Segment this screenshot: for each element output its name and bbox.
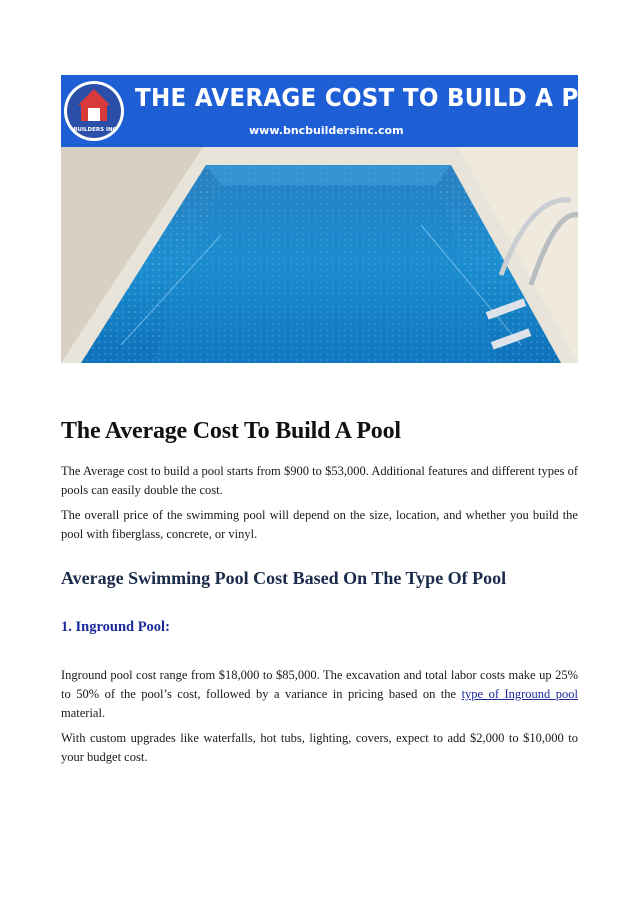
logo-text: BUILDERS INC (73, 127, 117, 133)
inground-paragraph-1 (61, 666, 578, 723)
section-heading: Average Swimming Pool Cost Based On The Type Of Pool (61, 568, 507, 588)
inground-pool-type-link[interactable]: type of Inground pool (461, 687, 579, 701)
inground-paragraph-2: With custom upgrades like waterfalls, hot tubs, lighting, covers, expect to add $2,000 to $10,000 to your budget cost. (61, 731, 578, 764)
inground-text-before: Inground pool cost range from $18,000 to $85,000. The excavation and total labor costs make up 25% to 50% of the pool’s cost, followed by a variance in pricing based on the (61, 668, 578, 701)
hero-image (61, 75, 634, 363)
intro-paragraph-1: The Average cost to build a pool starts from $900 to $53,000. Additional features and different types of pools can easily double the cost. (61, 464, 578, 497)
article-content (61, 418, 578, 767)
pool-photo (61, 75, 634, 363)
sub-heading: 1. Inground Pool: (61, 619, 170, 635)
intro-paragraph-2: The overall price of the swimming pool will depend on the size, location, and whether you build the pool with fiberglass, concrete, or vinyl. (61, 508, 578, 541)
inground-text-after: material. (61, 706, 106, 720)
banner-url: www.bncbuildersinc.com (249, 124, 404, 137)
banner-title: THE AVERAGE COST TO BUILD A POOL (135, 83, 634, 112)
article-title: The Average Cost To Build A Pool (61, 418, 401, 444)
